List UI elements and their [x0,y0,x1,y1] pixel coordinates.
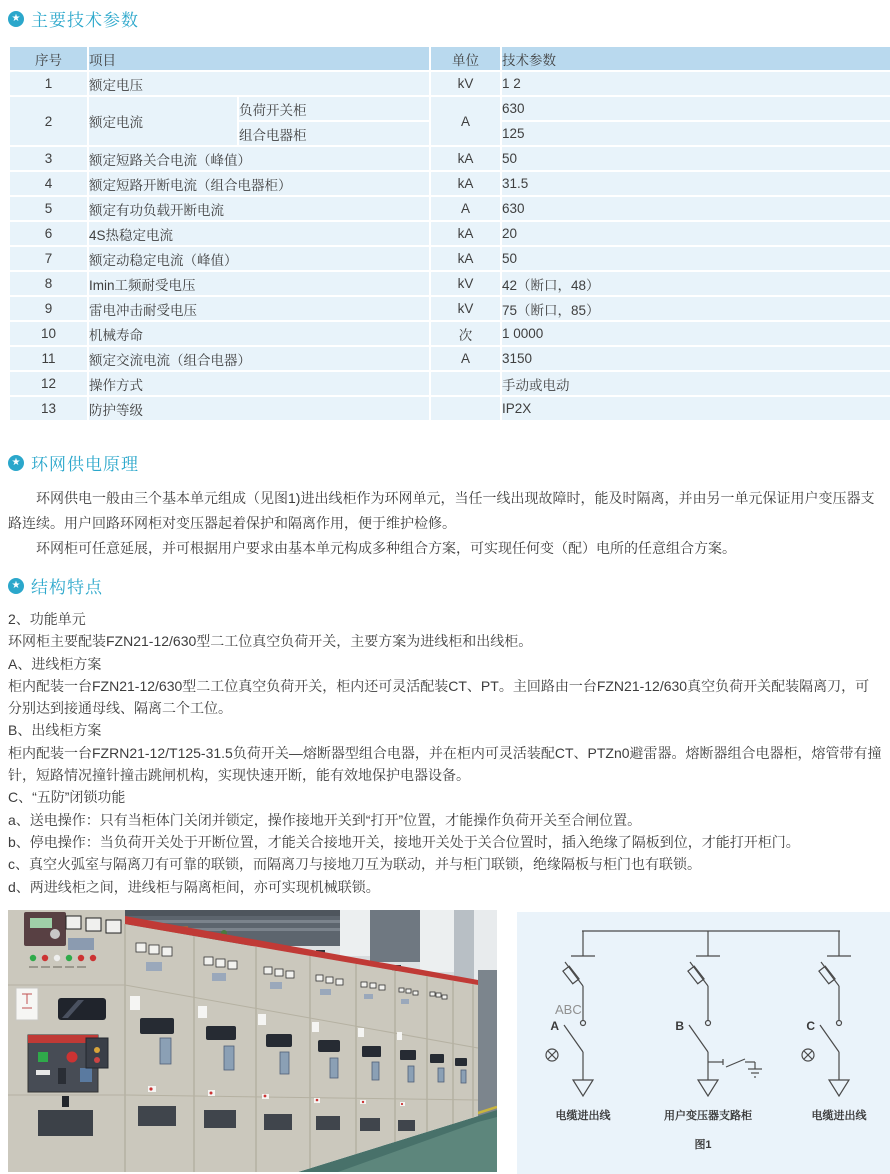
section-header-params [8,6,139,31]
branch-caption: 用户变压器支路柜 [664,1110,752,1122]
section-header-principle [8,450,139,475]
cell-value: 630 [502,197,890,220]
cell-no: 10 [10,322,87,345]
section-title: 环网供电原理 [31,455,139,474]
switch-blade-icon [564,1025,583,1052]
figure-caption: 图1 [694,1139,712,1151]
paragraph: 环网供电一般由三个基本单元组成（见图1)进出线柜作为环网单元，当任一线出现故障时，能及时隔离，并由另一单元保证用户变压器支路连续。用户回路环网柜对变压器起着保护和隔离作用，便于维护检修。 [8,490,875,531]
branch-caption: 电缆进出线 [555,1110,611,1122]
phase-label: ABC [555,1002,582,1017]
cell-value: 42（断口，48） [502,272,890,295]
branch-caption: 电缆进出线 [811,1110,867,1122]
cell-unit: kA [431,222,500,245]
cell-value: 50 [502,147,890,170]
switchgear-photo [8,910,497,1172]
table-row [10,147,890,170]
branch-label: C [806,1019,815,1033]
structure-feature-list [8,608,882,898]
cell-item: 额定有功负载开断电流 [89,197,429,220]
cell-item: Imin工频耐受电压 [89,272,429,295]
cable-terminal-icon [698,1080,718,1096]
cell-value: 31.5 [502,172,890,195]
cell-value: 50 [502,247,890,270]
list-item: c、真空火弧室与隔离刀有可靠的联锁，而隔离刀与接地刀互为联动，并与柜门联锁，绝缘隔板与柜门也有联锁。 [8,856,701,873]
cell-item: 额定交流电流（组合电器） [89,347,429,370]
col-header-no: 序号 [10,47,87,70]
cell-unit: A [431,347,500,370]
switch-blade-icon [820,1025,839,1052]
cell-item: 4S热稳定电流 [89,222,429,245]
cell-value: 630 [502,97,890,120]
col-header-unit: 单位 [431,47,500,70]
paragraph: 环网柜可任意延展，并可根据用户要求由基本单元构成多种组合方案，可实现任何变（配）电所的任意组合方案。 [36,540,736,556]
col-header-value: 技术参数 [502,47,890,70]
cell-no: 4 [10,172,87,195]
cell-item: 额定短路开断电流（组合电器柜） [89,172,429,195]
fuse-icon [688,966,704,984]
cell-unit: kA [431,172,500,195]
list-item: 柜内配装一台FZRN21-12/T125-31.5负荷开关—熔断器型组合电器，并在柜内可灵活装配CT、PTZn0避雷器。熔断器组合电器柜，熔管带有撞针，短路情况撞针撞击跳闸机构，实现快速开断，能有效地保护电器设备。 [8,744,882,784]
cell-no: 11 [10,347,87,370]
star-badge-icon: ★ [8,455,24,471]
cell-value: 手动或电动 [502,372,890,395]
fuse-icon [819,966,835,984]
contact-icon [837,1021,842,1026]
cell-subitem: 负荷开关柜 [239,97,429,120]
list-item: B、出线柜方案 [8,722,102,739]
list-item: a、送电操作：只有当柜体门关闭并锁定，操作接地开关到“打开”位置，才能操作负荷开关至合闸位置。 [8,811,642,828]
contact-icon [581,1021,586,1026]
section-title: 结构特点 [31,578,103,597]
list-item: C、“五防”闭锁功能 [8,789,126,806]
cell-subitem: 组合电器柜 [239,122,429,145]
table-row [10,397,890,420]
cell-unit: kV [431,72,500,95]
col-header-item: 项目 [89,47,429,70]
cell-item: 额定动稳定电流（峰值） [89,247,429,270]
fuse-icon [563,966,579,984]
table-row [10,72,890,95]
cell-no: 8 [10,272,87,295]
cell-value: 20 [502,222,890,245]
cell-unit [431,397,500,420]
contact-icon [706,1021,711,1026]
table-row [10,372,890,395]
table-row [10,347,890,370]
cell-unit: A [431,197,500,220]
cell-no: 3 [10,147,87,170]
list-item: d、两进线柜之间，进线柜与隔离柜间，亦可实现机械联锁。 [8,878,380,895]
cell-no: 9 [10,297,87,320]
table-row [10,197,890,220]
cell-no: 7 [10,247,87,270]
cable-terminal-icon [573,1080,593,1096]
cable-terminal-icon [829,1080,849,1096]
table-row [10,247,890,270]
cell-unit: kV [431,272,500,295]
star-badge-icon: ★ [8,578,24,594]
table-row [10,97,890,120]
switch-blade-icon [689,1025,708,1052]
cell-item: 额定电流 [89,97,237,145]
branch-b [688,931,762,1096]
cell-no: 1 [10,72,87,95]
branch-c [802,931,851,1096]
cell-item: 雷电冲击耐受电压 [89,297,429,320]
cell-item: 额定电压 [89,72,429,95]
table-header-row [10,47,890,70]
branch-label: A [550,1019,559,1033]
cell-value: 125 [502,122,890,145]
cell-unit: kV [431,297,500,320]
table-row [10,272,890,295]
list-item: 2、功能单元 [8,611,86,627]
cell-item: 额定短路关合电流（峰值） [89,147,429,170]
cell-unit: A [431,97,500,145]
cell-value: 1 0000 [502,322,890,345]
cell-value: 1 2 [502,72,890,95]
earth-switch-icon [708,1059,762,1077]
branch-label: B [675,1019,684,1033]
list-item: A、进线柜方案 [8,655,102,672]
table-row [10,322,890,345]
cell-value: 75（断口，85） [502,297,890,320]
list-item: 环网柜主要配装FZN21-12/630型二工位真空负荷开关，主要方案为进线柜和出线柜。 [8,633,533,650]
cell-value: IP2X [502,397,890,420]
cell-no: 6 [10,222,87,245]
table-row [10,172,890,195]
principle-paragraphs [8,486,882,561]
cell-item: 机械寿命 [89,322,429,345]
cell-unit: 次 [431,322,500,345]
list-item: 柜内配装一台FZN21-12/630型二工位真空负荷开关，柜内还可灵活配装CT、PT。主回路由一台FZN21-12/630真空负荷开关配装隔离刀，可分别达到接通母线、隔离二个工位。 [8,677,870,717]
cell-value: 3150 [502,347,890,370]
cell-item: 操作方式 [89,372,429,395]
section-header-structure [8,573,103,598]
cell-unit: kA [431,247,500,270]
circuit-diagram [517,912,890,1174]
cell-no: 2 [10,97,87,145]
cell-item: 防护等级 [89,397,429,420]
cell-no: 12 [10,372,87,395]
star-badge-icon: ★ [8,11,24,27]
tech-params-table [8,45,890,422]
table-row [10,297,890,320]
cell-unit: kA [431,147,500,170]
cell-no: 5 [10,197,87,220]
list-item: b、停电操作：当负荷开关处于开断位置，才能关合接地开关，接地开关处于关合位置时，插入绝缘了隔板到位，才能打开柜门。 [8,833,800,850]
section-title: 主要技术参数 [31,11,139,30]
cell-no: 13 [10,397,87,420]
table-row [10,222,890,245]
cell-unit [431,372,500,395]
